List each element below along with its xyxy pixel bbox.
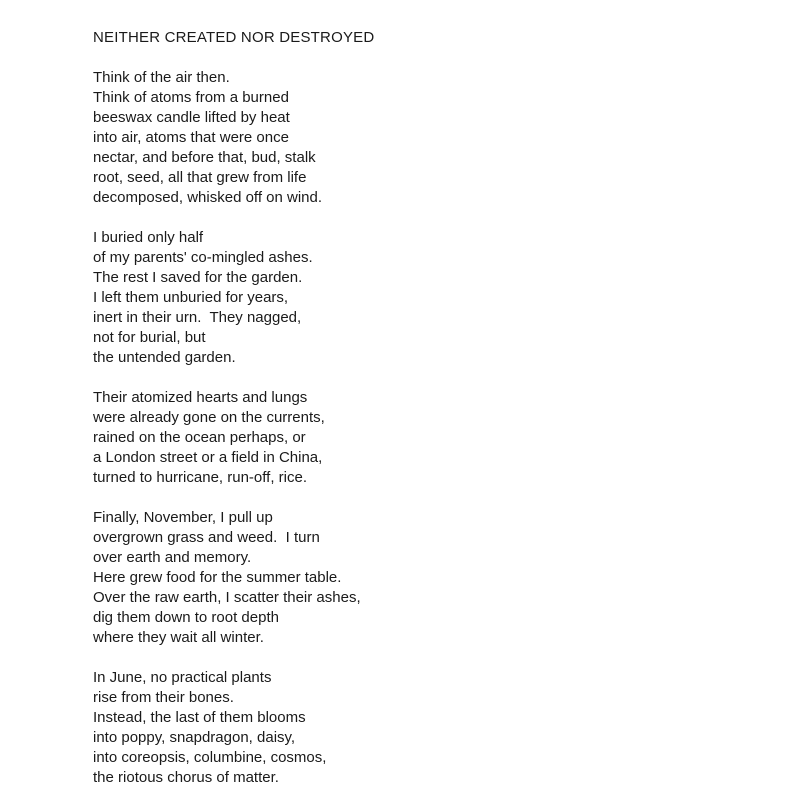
poem-line: of my parents' co-mingled ashes. xyxy=(93,249,313,266)
poem-line: not for burial, but xyxy=(93,329,206,346)
stanza-5 xyxy=(93,668,374,788)
poem-line: over earth and memory. xyxy=(93,549,252,566)
poem-line: turned to hurricane, run-off, rice. xyxy=(93,469,307,486)
poem-line: the untended garden. xyxy=(93,349,236,366)
poem-line: the riotous chorus of matter. xyxy=(93,769,279,786)
poem-line: where they wait all winter. xyxy=(93,629,264,646)
poem-line: Instead, the last of them blooms xyxy=(93,709,306,726)
poem-line: decomposed, whisked off on wind. xyxy=(93,189,323,206)
poem-line: into coreopsis, columbine, cosmos, xyxy=(93,749,327,766)
poem-line: In June, no practical plants xyxy=(93,669,272,686)
poem-line: inert in their urn. They nagged, xyxy=(93,309,302,326)
poem-line: rained on the ocean perhaps, or xyxy=(93,429,306,446)
poem-line: nectar, and before that, bud, stalk xyxy=(93,149,316,166)
poem-line: The rest I saved for the garden. xyxy=(93,269,303,286)
poem-line: into air, atoms that were once xyxy=(93,129,289,146)
stanza-3 xyxy=(93,388,374,488)
poem-line: Finally, November, I pull up xyxy=(93,509,273,526)
poem xyxy=(93,28,374,788)
stanza-1 xyxy=(93,68,374,208)
stanza-4 xyxy=(93,508,374,648)
stanza-2 xyxy=(93,228,374,368)
poem-line: a London street or a field in China, xyxy=(93,449,323,466)
poem-line: beeswax candle lifted by heat xyxy=(93,109,290,126)
poem-line: overgrown grass and weed. I turn xyxy=(93,529,320,546)
poem-line: Over the raw earth, I scatter their ashes, xyxy=(93,589,361,606)
poem-line: Think of atoms from a burned xyxy=(93,89,289,106)
poem-line: I left them unburied for years, xyxy=(93,289,289,306)
poem-line: Here grew food for the summer table. xyxy=(93,569,342,586)
poem-line: root, seed, all that grew from life xyxy=(93,169,307,186)
poem-line: into poppy, snapdragon, daisy, xyxy=(93,729,296,746)
poem-line: dig them down to root depth xyxy=(93,609,279,626)
poem-line: were already gone on the currents, xyxy=(93,409,325,426)
poem-line: rise from their bones. xyxy=(93,689,234,706)
poem-line: I buried only half xyxy=(93,229,204,246)
poem-line: Their atomized hearts and lungs xyxy=(93,389,308,406)
poem-title: NEITHER CREATED NOR DESTROYED xyxy=(93,29,375,46)
poem-line: Think of the air then. xyxy=(93,69,230,86)
